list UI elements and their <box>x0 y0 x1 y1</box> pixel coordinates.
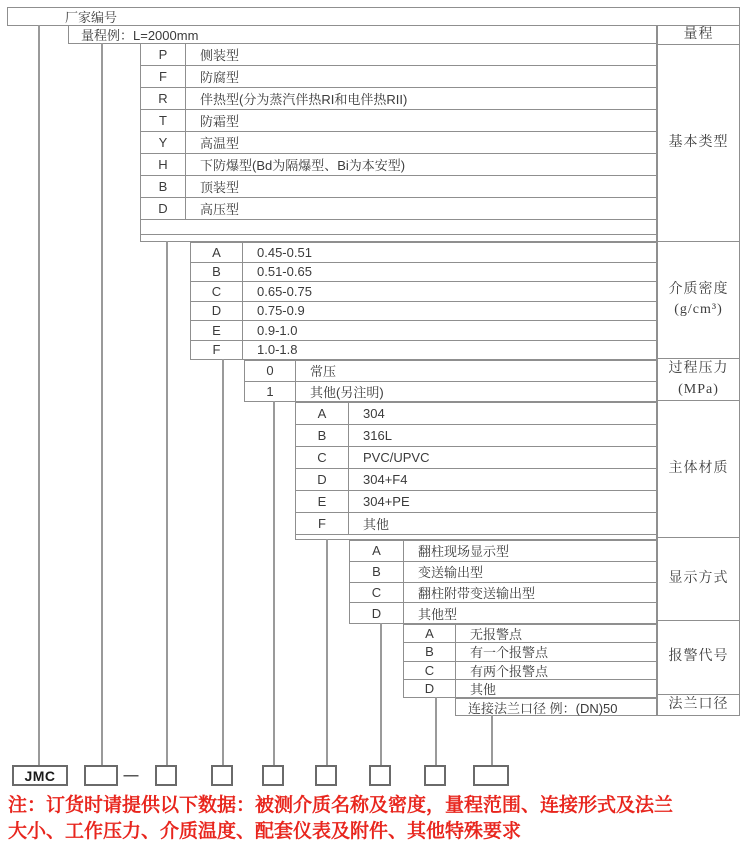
row-desc: 其他 <box>363 517 390 532</box>
code-box-range <box>84 765 118 786</box>
label-medium-density: 介质密度 (g/cm³) <box>658 241 739 358</box>
connector-line-range <box>101 43 103 766</box>
table-row <box>296 512 656 534</box>
table-row-empty <box>141 234 656 241</box>
alarm-code-table <box>403 624 657 698</box>
row-desc: 1.0-1.8 <box>257 342 298 358</box>
code-separator: — <box>123 767 139 784</box>
code-box-pressure <box>262 765 284 786</box>
row-desc: PVC/UPVC <box>363 450 430 465</box>
table-row <box>296 490 656 512</box>
row-code: C <box>350 583 404 603</box>
row-code: B <box>350 562 404 582</box>
row-code: Y <box>141 132 186 153</box>
row-code: H <box>141 154 186 175</box>
row-desc: 防霜型 <box>200 114 240 129</box>
row-desc: 其他 <box>470 681 497 697</box>
label-range: 量程 <box>683 26 714 42</box>
row-desc: 0.65-0.75 <box>257 283 312 299</box>
row-desc: 常压 <box>310 364 337 380</box>
model-prefix-box: JMC <box>12 765 68 786</box>
display-mode-table <box>349 540 657 624</box>
table-row <box>191 262 656 282</box>
row-desc: 变送输出型 <box>418 565 484 581</box>
table-row <box>141 65 656 87</box>
row-desc: 翻柱现场显示型 <box>418 544 510 560</box>
row-desc: 0.9-1.0 <box>257 322 298 338</box>
row-desc: 高温型 <box>200 136 240 151</box>
code-box-material <box>315 765 337 786</box>
code-box-basic-type <box>155 765 177 786</box>
table-row-empty <box>296 534 656 539</box>
row-code: C <box>296 447 349 468</box>
row-code: A <box>350 541 404 561</box>
row-desc: 0.45-0.51 <box>257 244 312 260</box>
row-code: A <box>404 625 456 642</box>
row-code: D <box>404 680 456 697</box>
row-desc: 伴热型(分为蒸汽伴热RI和电伴热RII) <box>200 92 408 107</box>
connector-line-display <box>380 623 382 766</box>
row-code: 1 <box>245 382 296 402</box>
table-row <box>141 175 656 197</box>
row-code: D <box>296 469 349 490</box>
table-row <box>191 243 656 262</box>
table-row <box>141 197 656 219</box>
row-code: D <box>141 198 186 219</box>
row-code: P <box>141 44 186 65</box>
basic-type-table <box>140 43 657 242</box>
row-code: D <box>191 302 243 321</box>
table-row <box>245 381 656 402</box>
row-desc: 下防爆型(Bd为隔爆型、Bi为本安型) <box>200 158 406 173</box>
table-row <box>191 301 656 321</box>
table-row <box>141 109 656 131</box>
connector-line-pressure <box>273 401 275 766</box>
table-row <box>245 361 656 381</box>
flange-size-row <box>455 698 657 716</box>
process-pressure-table <box>244 360 657 402</box>
row-code: C <box>404 662 456 679</box>
label-display-mode: 显示方式 <box>658 537 739 620</box>
row-desc: 304+F4 <box>363 472 408 487</box>
row-desc: 有两个报警点 <box>470 663 549 679</box>
row-desc: 侧装型 <box>200 48 240 63</box>
row-desc: 0.75-0.9 <box>257 303 305 319</box>
table-row <box>404 679 656 697</box>
row-desc: 316L <box>363 428 392 443</box>
code-box-alarm <box>424 765 446 786</box>
row-code: E <box>191 321 243 340</box>
label-flange-size: 法兰口径 <box>658 694 739 715</box>
table-row <box>350 602 656 623</box>
row-code: F <box>191 341 243 360</box>
connector-line-alarm <box>435 697 437 766</box>
ordering-note-line2: 大小、工作压力、介质温度、配套仪表及附件、其他特殊要求 <box>8 821 522 842</box>
row-desc: 其他型 <box>418 606 458 622</box>
manufacturer-number-label: 厂家编号 <box>65 10 118 25</box>
row-desc: 其他(另注明) <box>310 384 384 400</box>
row-code: B <box>296 425 349 446</box>
row-code: C <box>191 282 243 301</box>
table-row <box>296 468 656 490</box>
table-row <box>350 582 656 603</box>
table-row <box>296 424 656 446</box>
ordering-note-line1: 注：订货时请提供以下数据：被测介质名称及密度，量程范围、连接形式及法兰 <box>8 795 674 816</box>
ordering-note <box>8 793 745 845</box>
row-code: D <box>350 603 404 623</box>
row-code: E <box>296 491 349 512</box>
body-material-table <box>295 402 657 540</box>
row-code: B <box>404 643 456 660</box>
row-code: B <box>141 176 186 197</box>
row-code: F <box>141 66 186 87</box>
range-example-text: 量程例：L=2000mm <box>81 28 199 43</box>
table-row <box>141 87 656 109</box>
row-desc: 防腐型 <box>200 70 240 85</box>
table-row <box>141 153 656 175</box>
row-desc: 0.51-0.65 <box>257 264 312 280</box>
connector-line-manufacturer <box>38 25 40 766</box>
table-row <box>141 131 656 153</box>
connector-line-material <box>326 539 328 766</box>
row-desc: 304+PE <box>363 494 410 509</box>
table-row <box>191 340 656 360</box>
manufacturer-number-box <box>7 7 740 26</box>
code-box-flange <box>473 765 509 786</box>
label-alarm-code: 报警代号 <box>658 620 739 693</box>
table-row <box>296 403 656 424</box>
code-box-density <box>211 765 233 786</box>
connector-line-flange <box>491 715 493 766</box>
table-row <box>404 642 656 660</box>
row-code: A <box>191 243 243 262</box>
table-row <box>404 625 656 642</box>
table-row <box>141 44 656 65</box>
table-row-empty <box>141 219 656 234</box>
row-desc: 有一个报警点 <box>470 645 549 661</box>
flange-size-text: 连接法兰口径 例：(DN)50 <box>468 700 618 716</box>
row-code: F <box>296 513 349 534</box>
row-desc: 翻柱附带变送输出型 <box>418 585 536 601</box>
table-row <box>350 561 656 582</box>
range-example-box <box>68 25 657 44</box>
row-code: T <box>141 110 186 131</box>
category-label-column <box>657 25 740 716</box>
table-row <box>404 661 656 679</box>
row-code: B <box>191 263 243 282</box>
code-box-display <box>369 765 391 786</box>
row-desc: 304 <box>363 406 385 421</box>
row-code: 0 <box>245 361 296 381</box>
connector-line-density <box>222 359 224 766</box>
label-basic-type: 基本类型 <box>658 44 739 241</box>
table-row <box>350 541 656 561</box>
row-desc: 顶装型 <box>200 180 240 195</box>
label-process-pressure: 过程压力 (MPa) <box>658 358 739 400</box>
table-row <box>191 320 656 340</box>
row-code: R <box>141 88 186 109</box>
connector-line-basic-type <box>166 241 168 766</box>
row-code: A <box>296 403 349 424</box>
label-body-material: 主体材质 <box>658 400 739 537</box>
table-row <box>191 281 656 301</box>
table-row <box>296 446 656 468</box>
medium-density-table <box>190 242 657 360</box>
row-desc: 高压型 <box>200 202 240 217</box>
row-desc: 无报警点 <box>470 627 523 643</box>
